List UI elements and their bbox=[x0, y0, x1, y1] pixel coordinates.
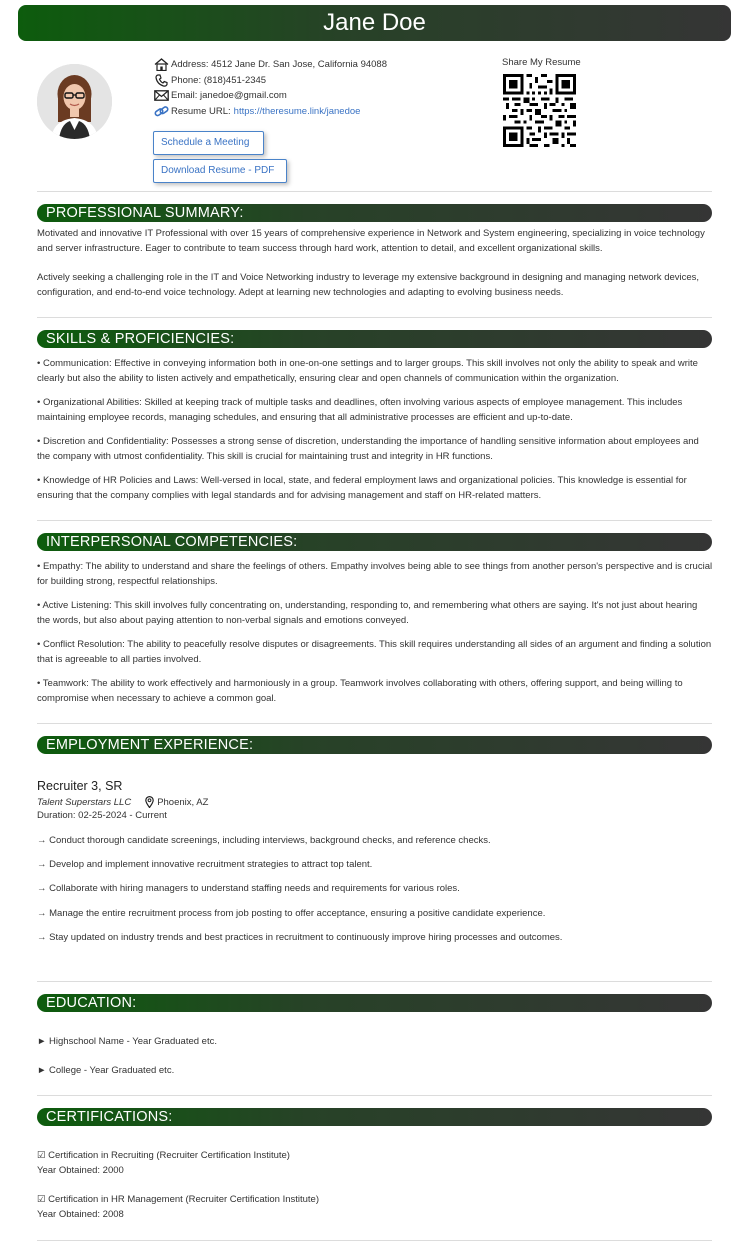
duty-item: → Manage the entire recruitment process from job posting to offer acceptance, ensuring a positive candidate experience. bbox=[37, 908, 546, 919]
phone-icon bbox=[153, 74, 169, 87]
qr-code[interactable] bbox=[503, 74, 576, 147]
section-header-employment: EMPLOYMENT EXPERIENCE: bbox=[37, 736, 712, 754]
divider bbox=[37, 520, 712, 521]
divider bbox=[37, 981, 712, 982]
competency-item: • Empathy: The ability to understand and share the feelings of others. Empathy involves being able to see things from another person's perspective and is crucial for building strong, respectful relationships. bbox=[37, 561, 713, 587]
section-header-certifications: CERTIFICATIONS: bbox=[37, 1108, 712, 1126]
section-header-summary: PROFESSIONAL SUMMARY: bbox=[37, 204, 712, 222]
section-header-skills: SKILLS & PROFICIENCIES: bbox=[37, 330, 712, 348]
skill-item: • Organizational Abilities: Skilled at keeping track of multiple tasks and deadlines, often involving various aspects of employee management. This includes maintaining employee records, managing schedules, and ensuring that all administrative processes are efficient and up-to-date. bbox=[37, 397, 683, 423]
email-text: Email: janedoe@gmail.com bbox=[171, 90, 287, 102]
resume-url-label: Resume URL: bbox=[171, 106, 231, 118]
competency-item: • Teamwork: The ability to work effectively and harmoniously in a group. Teamwork involves collaborating with others, offering support, and being willing to compromise when necessary to achieve a common goal. bbox=[37, 678, 683, 704]
schedule-meeting-button[interactable]: Schedule a Meeting bbox=[153, 131, 264, 155]
share-resume-label: Share My Resume bbox=[502, 57, 581, 68]
certification-name: ☑ Certification in HR Management (Recruiter Certification Institute) bbox=[37, 1194, 320, 1205]
link-icon bbox=[153, 105, 169, 118]
map-pin-icon bbox=[145, 796, 154, 808]
resume-url-row bbox=[153, 104, 483, 120]
certification-year: Year Obtained: 2000 bbox=[37, 1165, 124, 1176]
phone-row bbox=[153, 73, 483, 89]
divider bbox=[37, 723, 712, 724]
divider bbox=[37, 1095, 712, 1096]
duty-item: → Collaborate with hiring managers to understand staffing needs and requirements for various roles. bbox=[37, 883, 460, 894]
divider bbox=[37, 317, 712, 318]
duty-item: → Develop and implement innovative recruitment strategies to attract top talent. bbox=[37, 859, 373, 870]
certification-name: ☑ Certification in Recruiting (Recruiter Certification Institute) bbox=[37, 1150, 290, 1161]
certification-year: Year Obtained: 2008 bbox=[37, 1209, 124, 1220]
address-text: Address: 4512 Jane Dr. San Jose, California 94088 bbox=[171, 59, 387, 71]
job-meta bbox=[37, 796, 208, 808]
envelope-icon bbox=[153, 89, 169, 102]
duty-item: → Stay updated on industry trends and best practices in recruitment to continuously improve hiring processes and outcomes. bbox=[37, 932, 563, 943]
job-title: Recruiter 3, SR bbox=[37, 779, 123, 793]
section-header-education: EDUCATION: bbox=[37, 994, 712, 1012]
job-location: Phoenix, AZ bbox=[157, 796, 209, 808]
avatar bbox=[37, 64, 112, 139]
job-duration: Duration: 02-25-2024 - Current bbox=[37, 810, 167, 821]
duty-item: → Conduct thorough candidate screenings, including interviews, background checks, and reference checks. bbox=[37, 835, 491, 846]
skill-item: • Discretion and Confidentiality: Possesses a strong sense of discretion, understanding the importance of handling sensitive information about employees and the company with utmost confidentiality. This skill is crucial for maintaining trust and integrity in HR functions. bbox=[37, 436, 699, 462]
profile-photo bbox=[37, 64, 112, 139]
house-icon bbox=[153, 58, 169, 71]
summary-paragraph-1: Motivated and innovative IT Professional with over 15 years of comprehensive experience in Network and System engineering, specializing in voice technology and server infrastructure. Eager to contribute to team success through hard work, attention to detail, and excellent organizational skills. bbox=[37, 228, 705, 254]
name-banner: Jane Doe bbox=[18, 5, 731, 41]
competency-item: • Conflict Resolution: The ability to peacefully resolve disputes or disagreements. This skill requires understanding all sides of an argument and finding a solution that is agreeable to all parties involved. bbox=[37, 639, 712, 665]
address-row bbox=[153, 57, 483, 73]
contact-info bbox=[153, 57, 483, 119]
section-header-interpersonal: INTERPERSONAL COMPETENCIES: bbox=[37, 533, 712, 551]
skill-item: • Knowledge of HR Policies and Laws: Well-versed in local, state, and federal employment laws and organizational policies. This knowledge is essential for ensuring that the company complies with legal standards and for advising management and staff on HR-related matters. bbox=[37, 475, 687, 501]
phone-text: Phone: (818)451-2345 bbox=[171, 74, 267, 86]
summary-paragraph-2: Actively seeking a challenging role in the IT and Voice Networking industry to leverage my extensive background in designing and managing network devices, configuration, and end-to-end voice technology. Adept at learning new technologies and adapting to evolving business needs. bbox=[37, 272, 700, 298]
education-item: ► College - Year Graduated etc. bbox=[37, 1065, 175, 1076]
download-resume-pdf-button[interactable]: Download Resume - PDF bbox=[153, 159, 287, 183]
company-name: Talent Superstars LLC bbox=[37, 796, 132, 808]
skill-item: • Communication: Effective in conveying information both in one-on-one settings and to larger groups. This skill involves not only the ability to speak and write clearly but also the ability to listen actively and empathetically, ensuring clear and open channels of communication within the organization. bbox=[37, 358, 698, 384]
email-row bbox=[153, 88, 483, 104]
divider bbox=[37, 191, 712, 192]
resume-url-link[interactable]: https://theresume.link/janedoe bbox=[233, 106, 361, 118]
competency-item: • Active Listening: This skill involves fully concentrating on, understanding, responding to, and remembering what others are saying. It's not just about hearing the words, but also about paying attention to non-verbal signals and emotions conveyed. bbox=[37, 600, 698, 626]
education-item: ► Highschool Name - Year Graduated etc. bbox=[37, 1036, 217, 1047]
divider bbox=[37, 1240, 712, 1241]
